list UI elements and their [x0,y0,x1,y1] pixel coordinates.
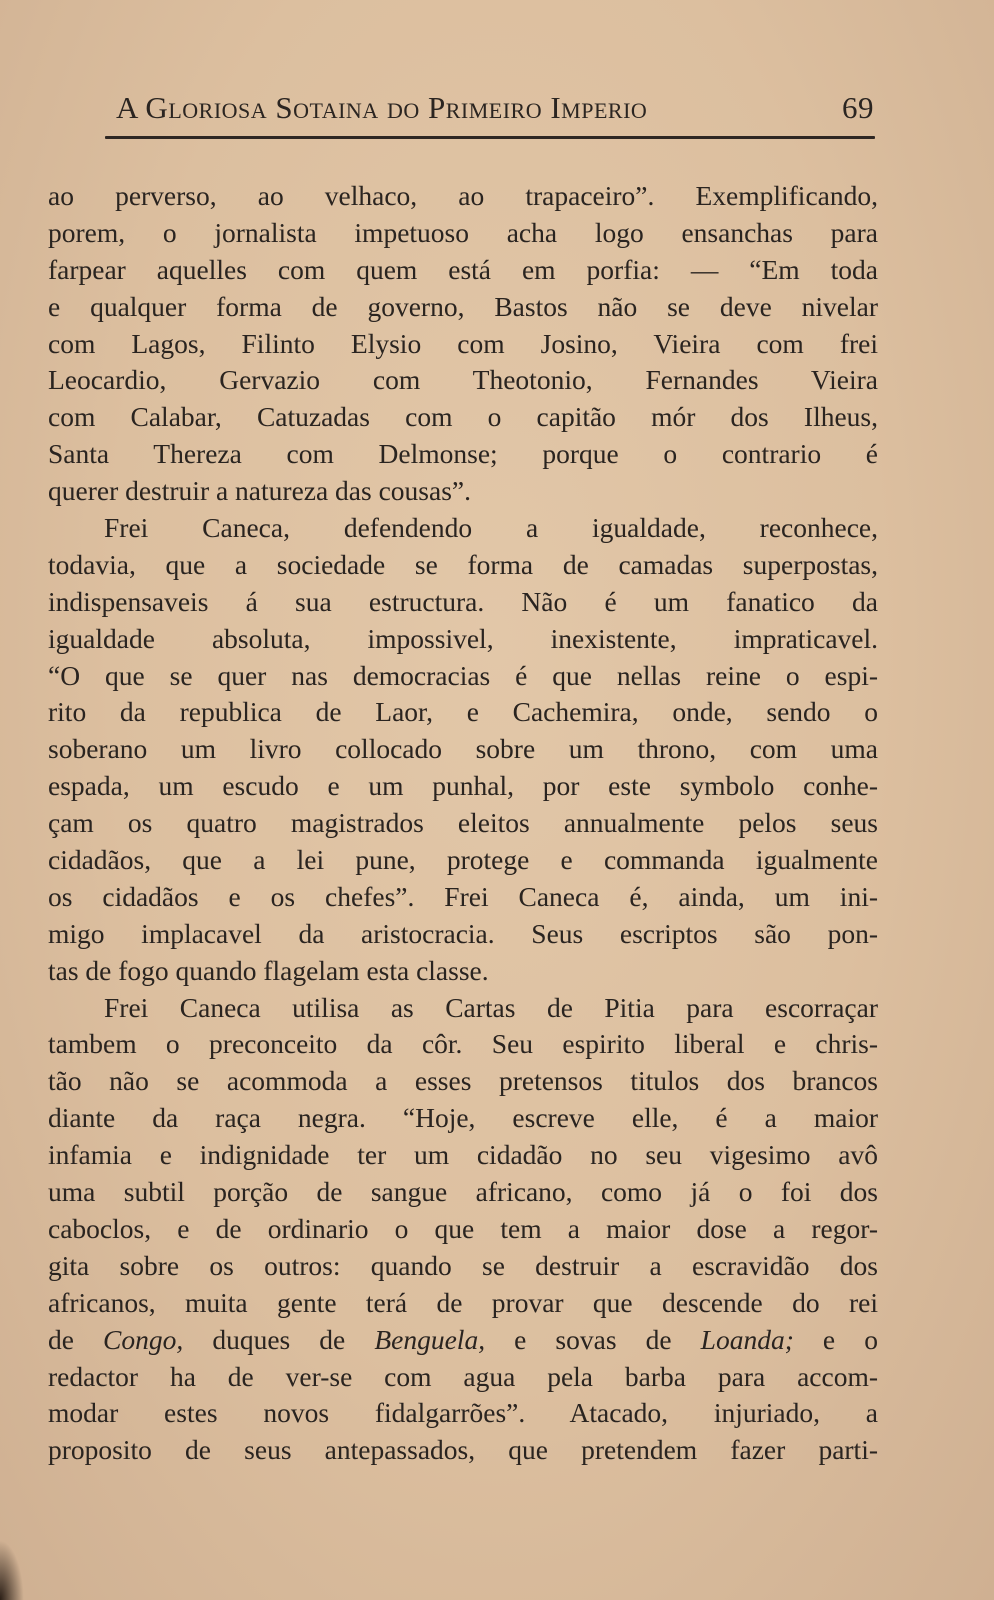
text-line: ao perverso, ao velhaco, ao trapaceiro”. Exemplificando, [48,180,878,211]
text-line: e qualquer forma de governo, Bastos não se deve nivelar [48,290,878,322]
italic-term: Benguela, [374,1323,486,1355]
body-text [48,178,878,1469]
text-segment: e sovas de [485,1323,701,1355]
text-line: Santa Thereza com Delmonse; porque o contrario é [48,438,878,470]
text-line: tão não se acommoda a esses pretensos titulos dos brancos [48,1065,878,1097]
header-rule [105,136,875,139]
running-title: A Gloriosa Sotaina do Primeiro Imperio [116,90,648,125]
text-line: farpear aquelles com quem está em porfia: — “Em toda [48,253,878,285]
page-shadow [0,1540,24,1600]
text-line: tambem o preconceito da côr. Seu espirito liberal e chris- [48,1028,878,1060]
text-line: proposito de seus antepassados, que pretendem fazer parti- [48,1434,878,1466]
text-line: os cidadãos e os chefes”. Frei Caneca é, ainda, um ini- [48,880,878,912]
text-line: caboclos, e de ordinario o que tem a maior dose a regor- [48,1212,878,1244]
text-line: uma subtil porção de sangue africano, como já o foi dos [48,1176,878,1208]
text-line: espada, um escudo e um punhal, por este symbolo conhe- [48,770,878,802]
text-line: querer destruir a natureza das cousas”. [48,475,471,507]
text-segment: duques de [183,1323,375,1355]
text-segment: de [48,1323,104,1355]
text-line: modar estes novos fidalgarrões”. Atacado, injuriado, a [48,1397,878,1429]
text-line: gita sobre os outros: quando se destruir a escravidão dos [48,1249,878,1281]
text-line: soberano um livro collocado sobre um throno, com uma [48,733,878,765]
text-line: migo implacavel da aristocracia. Seus escriptos são pon- [48,917,878,949]
italic-term: Loanda; [700,1323,794,1355]
text-line: redactor ha de ver-se com agua pela barba para accom- [48,1360,878,1392]
page-number: 69 [842,90,874,125]
text-line: cidadãos, que a lei pune, protege e commanda igualmente [48,844,878,876]
text-line: rito da republica de Laor, e Cachemira, onde, sendo o [48,696,878,728]
text-line: com Lagos, Filinto Elysio com Josino, Vieira com frei [48,327,878,359]
text-line: “O que se quer nas democracias é que nellas reine o espi- [48,659,878,691]
text-line: porem, o jornalista impetuoso acha logo ensanchas para [48,216,878,248]
text-line: indispensaveis á sua estructura. Não é um fanatico da [48,585,878,617]
text-line: africanos, muita gente terá de provar que descende do rei [48,1286,878,1318]
text-line: Leocardio, Gervazio com Theotonio, Fernandes Vieira [48,364,878,396]
text-line [48,1322,878,1359]
text-line: igualdade absoluta, impossivel, inexistente, impraticavel. [48,622,878,654]
text-line: diante da raça negra. “Hoje, escreve elle, é a maior [48,1102,878,1134]
text-line: infamia e indignidade ter um cidadão no seu vigesimo avô [48,1139,878,1171]
text-line: tas de fogo quando flagelam esta classe. [48,954,489,986]
text-line: com Calabar, Catuzadas com o capitão mór dos Ilheus, [48,401,878,433]
italic-term: Congo, [103,1323,184,1355]
text-line: çam os quatro magistrados eleitos annualmente pelos seus [48,807,878,839]
text-segment: e o [793,1323,878,1355]
running-head [116,90,874,130]
text-line: Frei Caneca, defendendo a igualdade, reconhece, [104,512,878,544]
text-line: Frei Caneca utilisa as Cartas de Pitia para escorraçar [104,991,878,1023]
text-line: todavia, que a sociedade se forma de camadas superpostas, [48,548,878,580]
